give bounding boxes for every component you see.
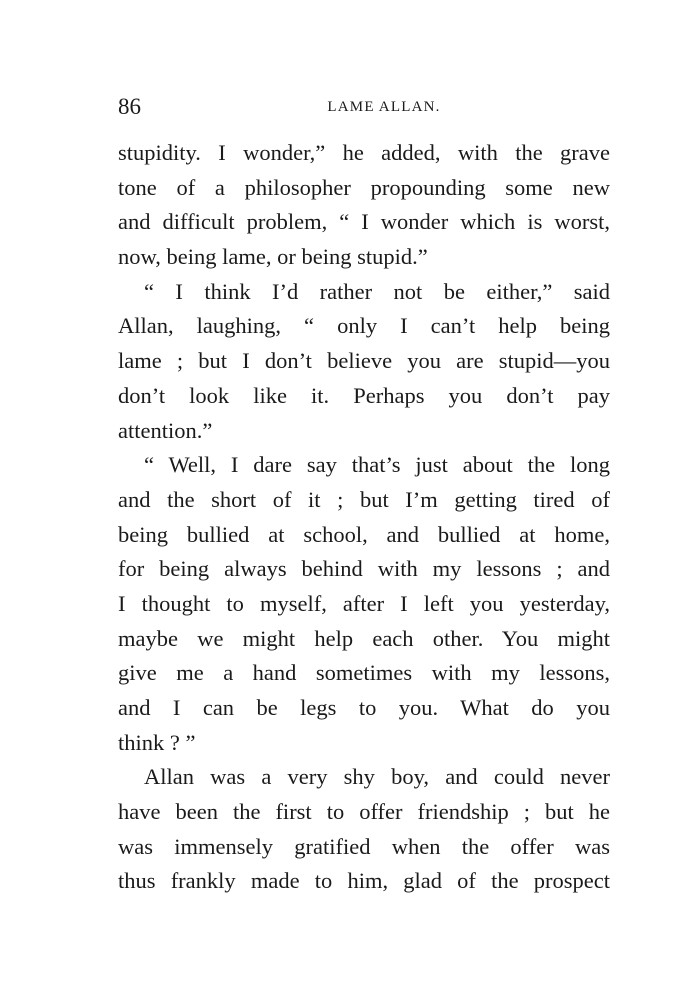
text-line: I thought to myself, after I left you yesterday, [118, 590, 610, 616]
text-line: Allan was a very shy boy, and could never [144, 764, 610, 790]
text-line: lame ; but I don’t believe you are stupid—you [118, 348, 610, 374]
text-line: and the short of it ; but I’m getting tired of [118, 486, 610, 512]
text-line: “ I think I’d rather not be either,” said [144, 278, 610, 304]
text-line: give me a hand sometimes with my lessons, [118, 660, 610, 686]
text-line: thus frankly made to him, glad of the prospect [118, 868, 610, 894]
text-line: maybe we might help each other. You might [118, 625, 610, 651]
text-line: think ? ” [118, 729, 196, 755]
text-line: stupidity. I wonder,” he added, with the grave [118, 140, 610, 165]
text-line: now, being lame, or being stupid.” [118, 244, 428, 270]
page-number: 86 [118, 94, 141, 119]
page-header [118, 92, 610, 122]
text-line: don’t look like it. Perhaps you don’t pay [118, 382, 610, 408]
body-text [118, 136, 610, 899]
text-line: and difficult problem, “ I wonder which is worst, [118, 209, 610, 235]
text-line: was immensely gratified when the offer was [118, 833, 610, 859]
text-line: Allan, laughing, “ only I can’t help being [118, 313, 610, 339]
text-line: tone of a philosopher propounding some new [118, 174, 610, 200]
text-line: and I can be legs to you. What do you [118, 695, 610, 720]
text-line: “ Well, I dare say that’s just about the long [144, 452, 610, 478]
text-line: for being always behind with my lessons ; and [118, 556, 610, 582]
text-line: have been the first to offer friendship ; but he [118, 799, 610, 825]
text-line: being bullied at school, and bullied at home, [118, 521, 610, 547]
running-title: LAME ALLAN. [327, 99, 441, 115]
text-line: attention.” [118, 417, 213, 443]
